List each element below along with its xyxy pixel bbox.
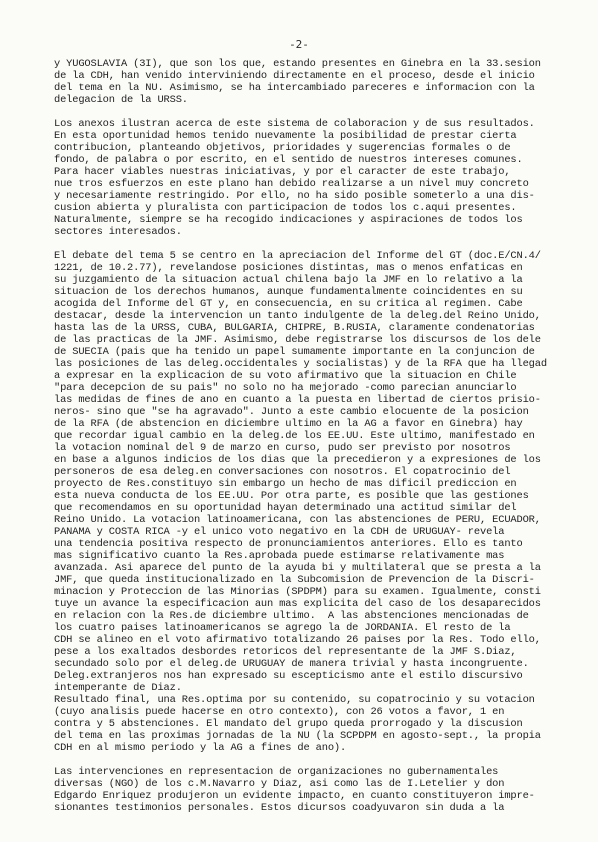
text-line: acogida del Informe del GT y, en consecuencia, en su critica al regimen. Cabe <box>54 298 523 310</box>
text-line: una tendencia positiva respecto de pronunciamientos anteriores. Ello es tanto <box>54 538 523 550</box>
text-line: pese a los exaltados desbordes retoricos del representante de la JMF S.Diaz, <box>54 646 517 658</box>
text-line: del tema en la NU. Asimismo, se ha intercambiado pareceres e informacion con la <box>54 82 535 94</box>
text-line: CDH en al mismo periodo y la AG a fines de ano). <box>54 742 347 754</box>
text-line: delegacion de la URSS. <box>54 94 188 106</box>
text-line: Naturalmente, siempre se ha recogido indicaciones y aspiraciones de todos los <box>54 214 523 226</box>
text-line: neros- sino que "se ha agravado". Junto a este cambio elocuente de la posicion <box>54 406 529 418</box>
text-line: CDH se alineo en el voto afirmativo totalizando 26 paises por la Res. Todo ello, <box>54 634 541 646</box>
text-line: fondo, de palabra o por escrito, en el sentido de nuestros intereses comunes. <box>54 154 523 166</box>
text-line: de SUECIA (pais que ha tenido un papel sumamente importante en la conjuncion de <box>54 346 535 358</box>
text-line: Deleg.extranjeros nos han expresado su escepticismo ante el estilo discursivo <box>54 670 523 682</box>
text-line: proyecto de Res.constituyo sin embargo un hecho de mas dificil prediccion en <box>54 478 517 490</box>
text-line: "para decepcion de su pais" no solo no ha mejorado -como parecian anunciarlo <box>54 382 517 394</box>
text-line: destacar, desde la intervencion un tanto indulgente de la deleg.del Reino Unido, <box>54 310 541 322</box>
text-line: en relacion con la Res.de diciembre ultimo. A las abstenciones mencionadas de <box>54 610 529 622</box>
text-line: JMF, que queda institucionalizado en la Subcomision de Prevencion de la Discri- <box>54 574 535 586</box>
text-line: nue tros esfuerzos en este plano han debido realizarse a un nivel muy concreto <box>54 178 529 190</box>
text-line: del tema en las proximas jornadas de la NU (la SCPDPM en agosto-sept., la propia <box>54 730 541 742</box>
text-line: Para hacer viables nuestras iniciativas, y por el caracter de este trabajo, <box>54 166 511 178</box>
text-line: y YUGOSLAVIA (3I), que son los que, estando presentes en Ginebra en la 33.sesion <box>54 58 541 70</box>
text-line: a expresar en la explicacion de su voto afirmativo que la situacion en Chile <box>54 370 517 382</box>
text-line: contribucion, planteando objetivos, prioridades y sugerencias formales o de <box>54 142 511 154</box>
document-body <box>54 58 590 814</box>
text-line: Los anexos ilustran acerca de este sistema de colaboracion y de sus resultados. <box>54 118 535 130</box>
text-line: Resultado final, una Res.optima por su contenido, su copatrocinio y su votacion <box>54 694 535 706</box>
text-line: Edgardo Enriquez produjeron un evidente impacto, en cuanto constituyeron impre- <box>54 790 535 802</box>
paragraph-gap <box>54 106 590 118</box>
text-line: hasta las de la URSS, CUBA, BULGARIA, CHIPRE, B.RUSIA, claramente condenatorias <box>54 322 535 334</box>
paragraph <box>54 250 590 754</box>
text-line: (cuyo analisis puede hacerse en otro contexto), con 26 votos a favor, 1 en <box>54 706 505 718</box>
text-line: En esta oportunidad hemos tenido nuevamente la posibilidad de prestar cierta <box>54 130 517 142</box>
text-line: secundado solo por el deleg.de URUGUAY de manera trivial y hasta incongruente. <box>54 658 529 670</box>
text-line: avanzada. Asi aparece del punto de la ayuda bi y multilateral que se presta a la <box>54 562 541 574</box>
paragraph <box>54 118 590 238</box>
text-line: que recordar igual cambio en la deleg.de los EE.UU. Este ultimo, manifestado en <box>54 430 535 442</box>
text-line: situacion de los derechos humanos, aunque fundamentalmente coincidentes en su <box>54 286 523 298</box>
text-line: El debate del tema 5 se centro en la apreciacion del Informe del GT (doc.E/CN.4/ <box>54 250 541 262</box>
text-line: de la CDH, han venido interviniendo directamente en el proceso, desde el inicio <box>54 70 535 82</box>
paragraph-gap <box>54 238 590 250</box>
text-line: minacion y Proteccion de las Minorias (SPDPM) para su examen. Igualmente, consti <box>54 586 541 598</box>
text-line: diversas (NGO) de los c.M.Navarro y Diaz, asi como las de I.Letelier y don <box>54 778 505 790</box>
text-line: las medidas de fines de ano en cuanto a la puesta en libertad de ciertos prisio- <box>54 394 541 406</box>
text-line: la votacion nominal del 9 de marzo en curso, pudo ser previsto por nosotros <box>54 442 511 454</box>
text-line: tuye un avance la especificacion aun mas explicita del caso de los desaparecidos <box>54 598 541 610</box>
paragraph <box>54 766 590 814</box>
text-line: de la RFA (de abstencion en diciembre ultimo en la AG a favor en Ginebra) hay <box>54 418 523 430</box>
text-line: Las intervenciones en representacion de organizaciones no gubernamentales <box>54 766 499 778</box>
text-line: contra y 5 abstenciones. El mandato del grupo queda prorrogado y la discusion <box>54 718 523 730</box>
text-line: intemperante de Diaz. <box>54 682 182 694</box>
paragraph-gap <box>54 754 590 766</box>
text-line: cusion abierta y pluralista con participacion de todos los c.aqui presentes. <box>54 202 517 214</box>
text-line: en base a algunos indicios de los dias que la precedieron y a expresiones de los <box>54 454 541 466</box>
text-line: sionantes testimonios personales. Estos dicursos coadyuvaron sin duda a la <box>54 802 505 814</box>
text-line: las posiciones de las deleg.occidentales y socialistas) y de la RFA que ha llegad <box>54 358 547 370</box>
text-line: los cuatro paises latinoamericanos se agrego la de JORDANIA. El resto de la <box>54 622 511 634</box>
text-line: mas significativo cuanto la Res.aprobada puede estimarse relativamente mas <box>54 550 505 562</box>
page-number: -2- <box>289 38 309 51</box>
text-line: Reino Unido. La votacion latinoamericana, con las abstenciones de PERU, ECUADOR, <box>54 514 541 526</box>
text-line: de las practicas de la JMF. Asimismo, debe registrarse los discursos de los dele <box>54 334 541 346</box>
text-line: esta nueva conducta de los EE.UU. Por otra parte, es posible que las gestiones <box>54 490 529 502</box>
text-line: PANAMA y COSTA RICA -y el unico voto negativo en la CDH de URUGUAY- revela <box>54 526 505 538</box>
text-line: y necesariamente restringido. Por ello, no ha sido posible someterlo a una dis- <box>54 190 535 202</box>
text-line: sectores interesados. <box>54 226 182 238</box>
text-line: personeros de esa deleg.en conversaciones con nosotros. El copatrocinio del <box>54 466 511 478</box>
paragraph <box>54 58 590 106</box>
text-line: su juzgamiento de la situacion actual chilena bajo la JMF en lo relativo a la <box>54 274 523 286</box>
text-line: que recomendamos en su oportunidad hayan determinado una actitud similar del <box>54 502 517 514</box>
text-line: 1221, de 10.2.77), revelandose posiciones distintas, mas o menos enfaticas en <box>54 262 523 274</box>
